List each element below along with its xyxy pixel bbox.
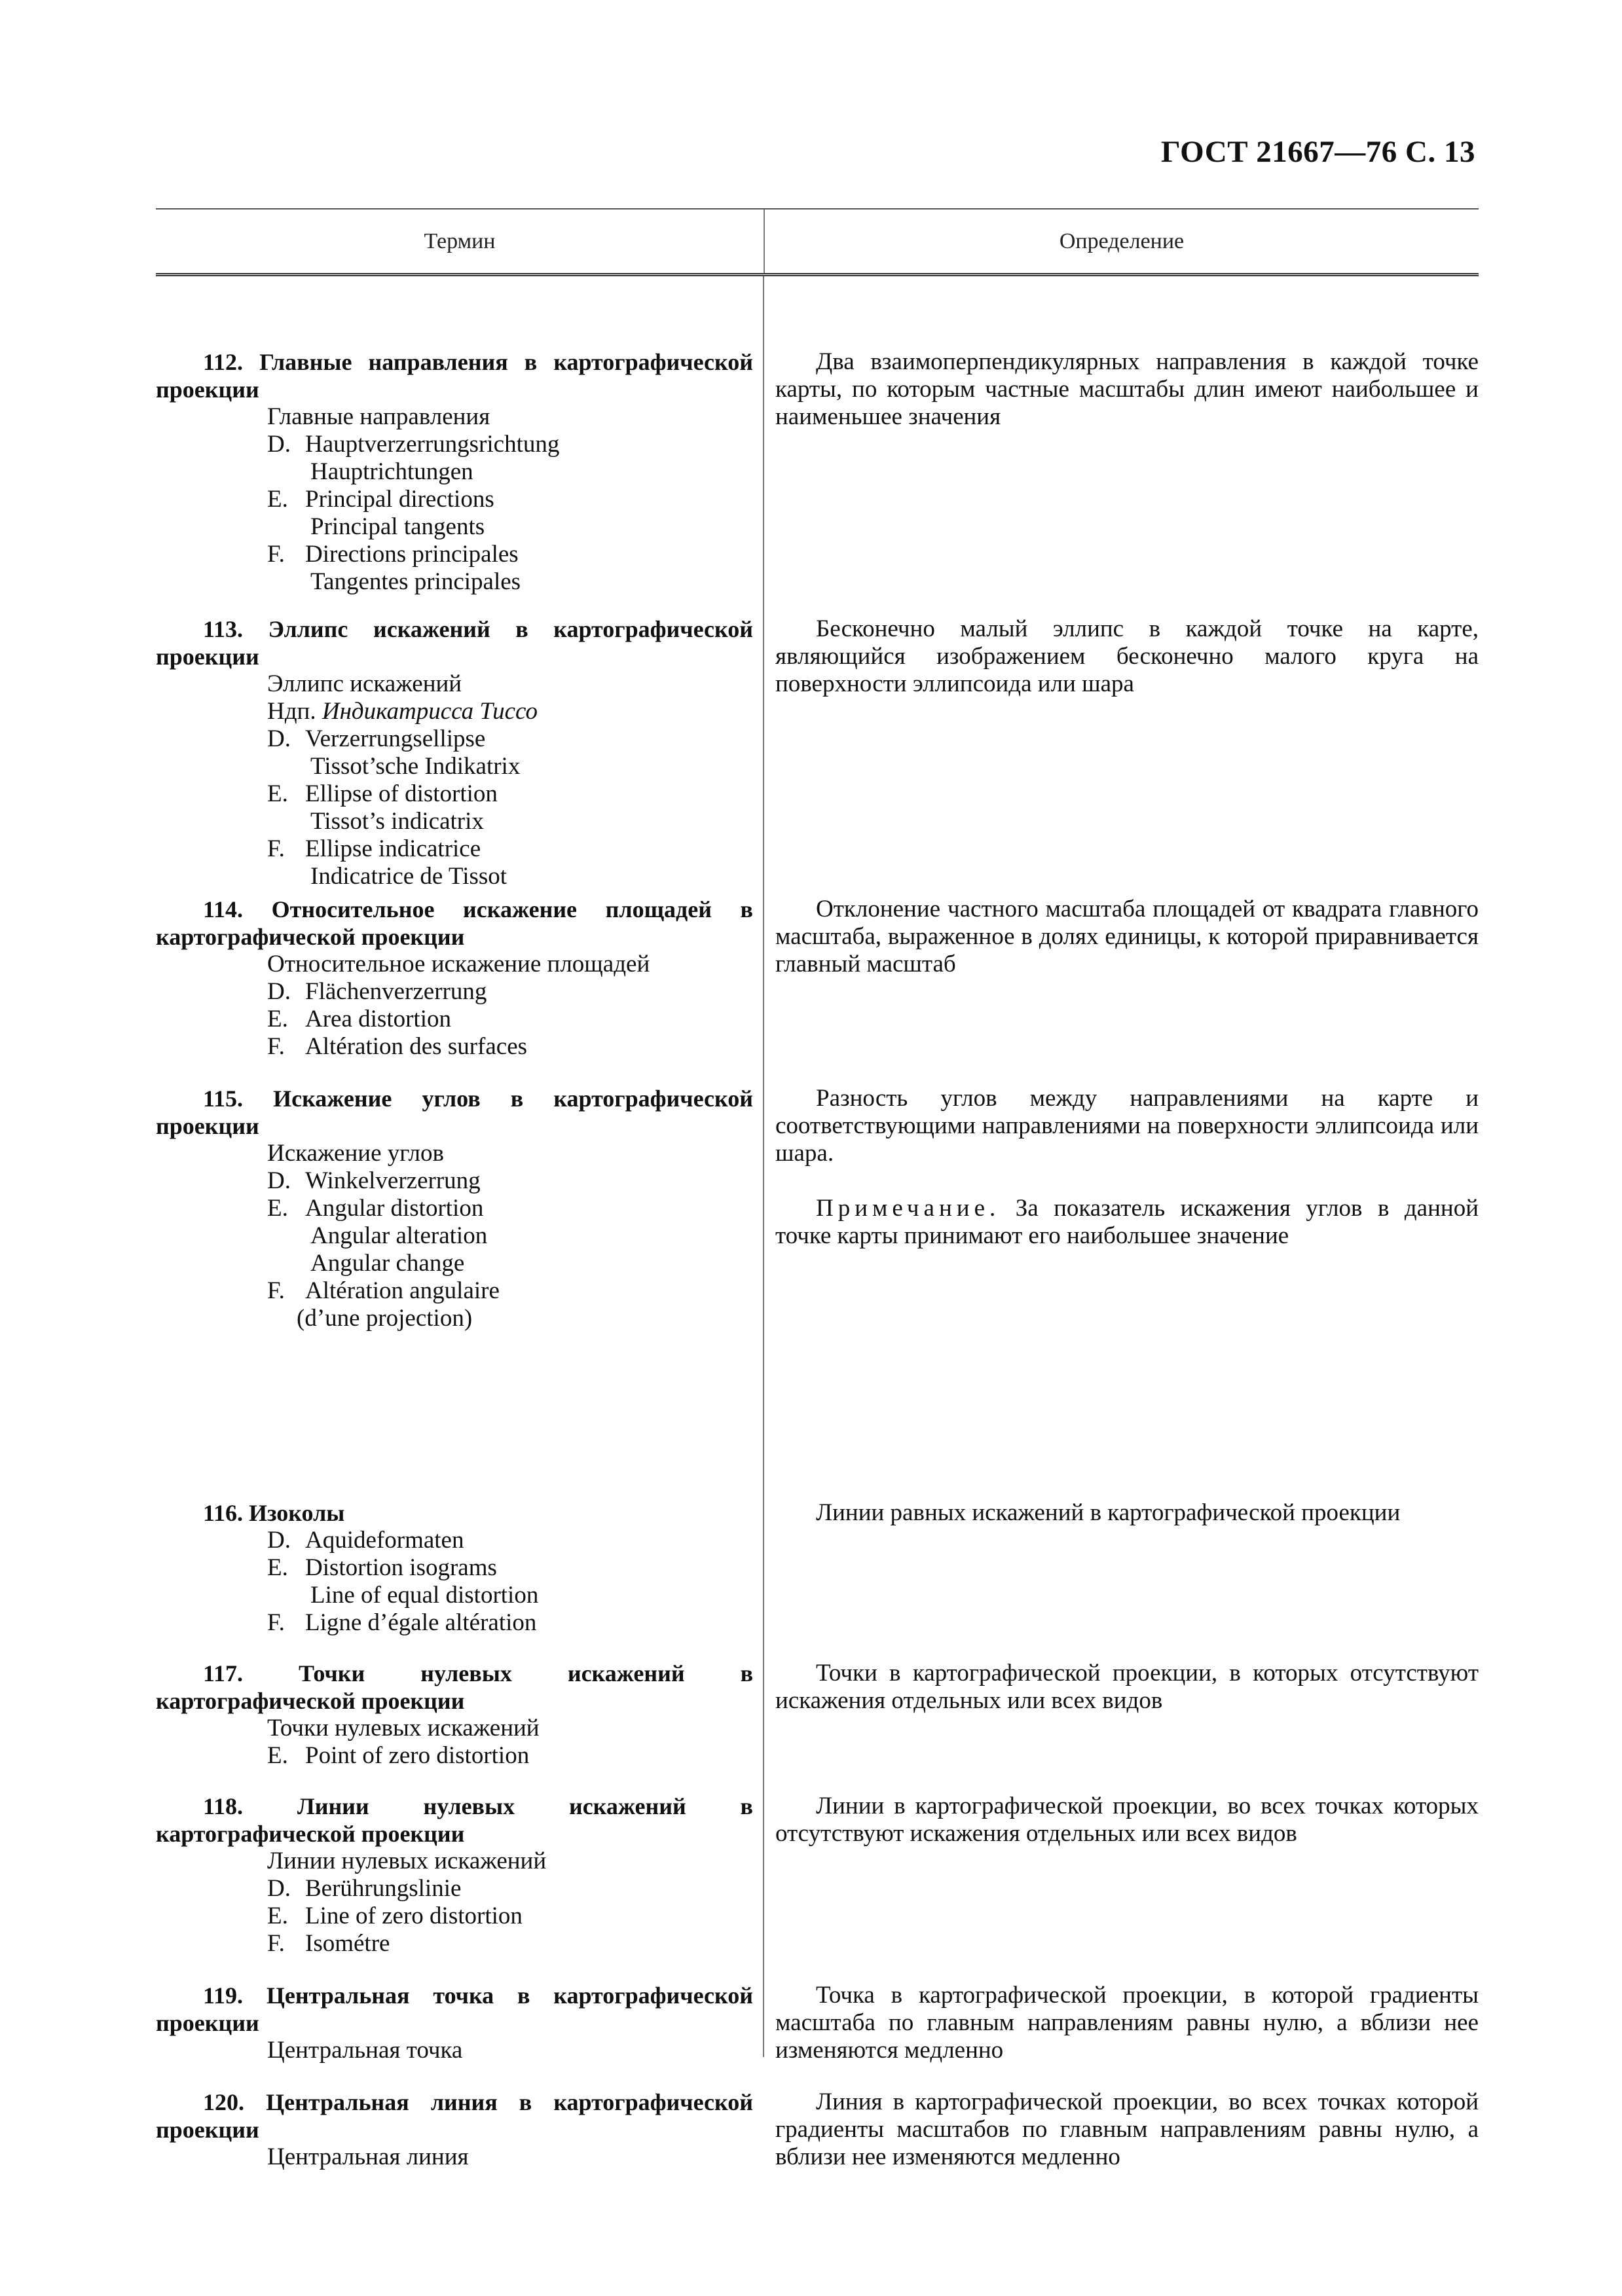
- equivalent-text: Area distortion: [305, 1006, 451, 1032]
- definition-cell: [764, 2088, 1479, 2171]
- term-synonym: Точки нулевых искажений: [267, 1715, 540, 1741]
- term-cell: [156, 1793, 764, 1958]
- definition-text: Два взаимоперпендикулярных направления в каждой точке карты, по которым частные масштабы длин имеют наибольшее и наименьшее значения: [775, 348, 1479, 430]
- column-header-definition: Определение: [1059, 228, 1185, 253]
- equivalent-text: Flächenverzerrung: [305, 978, 487, 1005]
- definition-note: [775, 1195, 1479, 1250]
- term-number: 119.: [203, 1982, 244, 2009]
- term-number: 116.: [203, 1500, 244, 1526]
- page-header: ГОСТ 21667—76 С. 13: [1160, 135, 1475, 169]
- term-title-text: Центральная точка в картографической проекции: [156, 1982, 753, 2036]
- term-cell: [156, 348, 764, 596]
- language-code: E.: [267, 1195, 288, 1222]
- definition-text: Разность углов между направлениями на карте и соответствующими направлениями на поверхности эллипсоида или шара.: [775, 1085, 1479, 1167]
- term-number: 113.: [203, 616, 244, 642]
- equivalent-alt-text: Hauptrichtungen: [310, 458, 473, 485]
- term-title-text: Искажение углов в картографической проекции: [156, 1085, 753, 1139]
- term-title-text: Эллипс искажений в картографической проекции: [156, 616, 753, 670]
- language-code: E.: [267, 1554, 288, 1581]
- equivalent-text: Ligne d’égale altération: [305, 1609, 537, 1636]
- definition-cell: [764, 1793, 1479, 1958]
- table-row: [156, 615, 1479, 890]
- language-code: F.: [267, 1033, 285, 1060]
- language-code: D.: [267, 725, 291, 752]
- definition-cell: [764, 896, 1479, 1061]
- definition-text: Бесконечно малый эллипс в каждой точке на карте, являющийся изображением бесконечно малого круга на поверхности эллипсоида или шара: [775, 615, 1479, 697]
- term-synonym: Относительное искажение площадей: [267, 951, 650, 977]
- foreign-equivalent: [156, 1033, 753, 1061]
- term-title-text: Центральная линия в картографической проекции: [156, 2089, 753, 2143]
- foreign-equivalent: [156, 1903, 753, 1930]
- table-row: [156, 1499, 1479, 1637]
- foreign-equivalent: [156, 1167, 753, 1195]
- equivalent-qualifier: (d’une projection): [297, 1305, 473, 1332]
- term-title: [156, 615, 753, 670]
- term-synonym: Линии нулевых искажений: [267, 1848, 547, 1874]
- term-synonym: Центральная линия: [267, 2143, 469, 2170]
- language-code: E.: [267, 1006, 288, 1032]
- equivalent-alt-text: Tissot’sche Indikatrix: [310, 753, 521, 780]
- term-title-text: Изоколы: [249, 1500, 345, 1526]
- column-header-term: Термин: [156, 210, 765, 273]
- term-title: [156, 896, 753, 951]
- table-row: [156, 2088, 1479, 2171]
- term-number: 114.: [203, 896, 244, 922]
- language-code: F.: [267, 541, 285, 568]
- definition-text: Отклонение частного масштаба площадей от квадрата главного масштаба, выраженное в долях единицы, к которой приравнивается главный масштаб: [775, 896, 1479, 977]
- definition-text: Линия в картографической проекции, во всех точках которой градиенты масштабов по главным направлениям равны нулю, а вблизи нее изменяются медленно: [775, 2088, 1479, 2170]
- table-row: [156, 1660, 1479, 1770]
- note-label: Примечание.: [816, 1195, 1001, 1222]
- equivalent-text: Aquideformaten: [305, 1527, 464, 1554]
- term-synonym: Искажение углов: [267, 1140, 444, 1167]
- equivalent-text: Point of zero distortion: [305, 1742, 530, 1769]
- equivalent-alt-text: Tissot’s indicatrix: [310, 808, 484, 835]
- equivalent-text: Directions principales: [305, 541, 519, 568]
- equivalent-alt-text: Angular alteration: [310, 1222, 488, 1249]
- table-row: [156, 348, 1479, 596]
- language-code: F.: [267, 1277, 285, 1304]
- ndp-label: Ндп.: [267, 698, 316, 725]
- term-synonym: Эллипс искажений: [267, 670, 462, 697]
- term-not-recommended: [156, 698, 753, 725]
- table-body: [156, 276, 1479, 2170]
- term-title: [156, 1085, 753, 1140]
- definition-text: Линии в картографической проекции, во всех точках которых отсутствуют искажения отдельных или всех видов: [775, 1793, 1479, 1847]
- language-code: D.: [267, 978, 291, 1005]
- term-synonym: Центральная точка: [267, 2037, 463, 2064]
- foreign-equivalent: [156, 431, 753, 458]
- terms-table: [156, 208, 1479, 2170]
- definition-cell: [764, 615, 1479, 890]
- foreign-equivalent: [156, 725, 753, 753]
- table-row: [156, 1982, 1479, 2064]
- equivalent-text: Ellipse of distortion: [305, 780, 498, 807]
- term-title-text: Точки нулевых искажений в картографической проекции: [156, 1660, 754, 1714]
- definition-text: Точки в картографической проекции, в которых отсутствуют искажения отдельных или всех видов: [775, 1660, 1479, 1714]
- term-number: 118.: [203, 1793, 244, 1819]
- language-code: E.: [267, 1742, 288, 1769]
- term-cell: [156, 2088, 764, 2171]
- language-code: D.: [267, 431, 291, 458]
- equivalent-alt-text: Principal tangents: [310, 513, 485, 540]
- definition-cell: [764, 1499, 1479, 1637]
- definition-cell: [764, 1982, 1479, 2064]
- equivalent-text: Angular distortion: [305, 1195, 484, 1222]
- term-title: [156, 2088, 753, 2143]
- table-row: [156, 1085, 1479, 1332]
- term-number: 117.: [203, 1660, 244, 1686]
- foreign-equivalent: [156, 1006, 753, 1033]
- term-number: 112.: [203, 349, 244, 375]
- definition-cell: [764, 1660, 1479, 1770]
- term-title-text: Главные направления в картографической проекции: [156, 349, 753, 403]
- term-cell: [156, 1085, 764, 1332]
- term-cell: [156, 615, 764, 890]
- definition-text: Точка в картографической проекции, в которой градиенты масштаба по главным направлениям равны нулю, а вблизи нее изменяются медленно: [775, 1982, 1479, 2064]
- ndp-value: Индикатрисса Тиссо: [322, 698, 538, 725]
- language-code: D.: [267, 1527, 291, 1554]
- equivalent-alt-text: Angular change: [310, 1250, 465, 1277]
- foreign-equivalent: [156, 486, 753, 513]
- term-synonym: Главные направления: [267, 403, 490, 430]
- definition-cell: [764, 348, 1479, 596]
- table-header-row: [156, 208, 1479, 276]
- foreign-equivalent: [156, 1277, 753, 1305]
- equivalent-text: Verzerrungsellipse: [305, 725, 486, 752]
- equivalent-text: Hauptverzerrungsrichtung: [305, 431, 560, 458]
- equivalent-text: Altération angulaire: [305, 1277, 500, 1304]
- language-code: E.: [267, 486, 288, 513]
- term-title: [156, 1660, 753, 1715]
- foreign-equivalent: [156, 1609, 753, 1637]
- term-title: [156, 1499, 753, 1527]
- equivalent-text: Berührungslinie: [305, 1875, 462, 1902]
- language-code: F.: [267, 1609, 285, 1636]
- foreign-equivalent: [156, 1875, 753, 1903]
- term-cell: [156, 1499, 764, 1637]
- definition-text: Линии равных искажений в картографической проекции: [816, 1499, 1401, 1526]
- term-title-text: Относительное искажение площадей в картографической проекции: [156, 896, 754, 950]
- language-code: F.: [267, 835, 285, 862]
- definition-cell: [764, 1085, 1479, 1332]
- term-title: [156, 348, 753, 403]
- table-row: [156, 1793, 1479, 1958]
- term-title: [156, 1793, 753, 1848]
- equivalent-text: Altération des surfaces: [305, 1033, 528, 1060]
- term-number: 115.: [203, 1085, 244, 1112]
- foreign-equivalent: [156, 1742, 753, 1770]
- foreign-equivalent: [156, 835, 753, 863]
- term-title-text: Линии нулевых искажений в картографической проекции: [156, 1793, 753, 1847]
- foreign-equivalent: [156, 1930, 753, 1958]
- term-cell: [156, 896, 764, 1061]
- language-code: E.: [267, 1903, 288, 1929]
- equivalent-text: Distortion isograms: [305, 1554, 497, 1581]
- language-code: F.: [267, 1930, 285, 1957]
- foreign-equivalent: [156, 780, 753, 808]
- equivalent-alt-text: Line of equal distortion: [310, 1582, 539, 1609]
- term-cell: [156, 1660, 764, 1770]
- table-row: [156, 896, 1479, 1061]
- equivalent-text: Principal directions: [305, 486, 494, 513]
- foreign-equivalent: [156, 541, 753, 568]
- language-code: D.: [267, 1875, 291, 1902]
- language-code: D.: [267, 1167, 291, 1194]
- term-cell: [156, 1982, 764, 2064]
- foreign-equivalent: [156, 1554, 753, 1582]
- equivalent-text: Line of zero distortion: [305, 1903, 523, 1929]
- foreign-equivalent: [156, 1527, 753, 1554]
- foreign-equivalent: [156, 978, 753, 1006]
- term-number: 120.: [203, 2089, 244, 2115]
- term-title: [156, 1982, 753, 2037]
- equivalent-alt-text: Indicatrice de Tissot: [310, 863, 507, 890]
- equivalent-text: Ellipse indicatrice: [305, 835, 481, 862]
- foreign-equivalent: [156, 1195, 753, 1222]
- note-text: За показатель искажения углов в данной точке карты принимают его наибольшее значение: [775, 1195, 1479, 1249]
- equivalent-text: Winkelverzerrung: [305, 1167, 481, 1194]
- equivalent-alt-text: Tangentes principales: [310, 568, 521, 595]
- language-code: E.: [267, 780, 288, 807]
- equivalent-text: Isométre: [305, 1930, 390, 1957]
